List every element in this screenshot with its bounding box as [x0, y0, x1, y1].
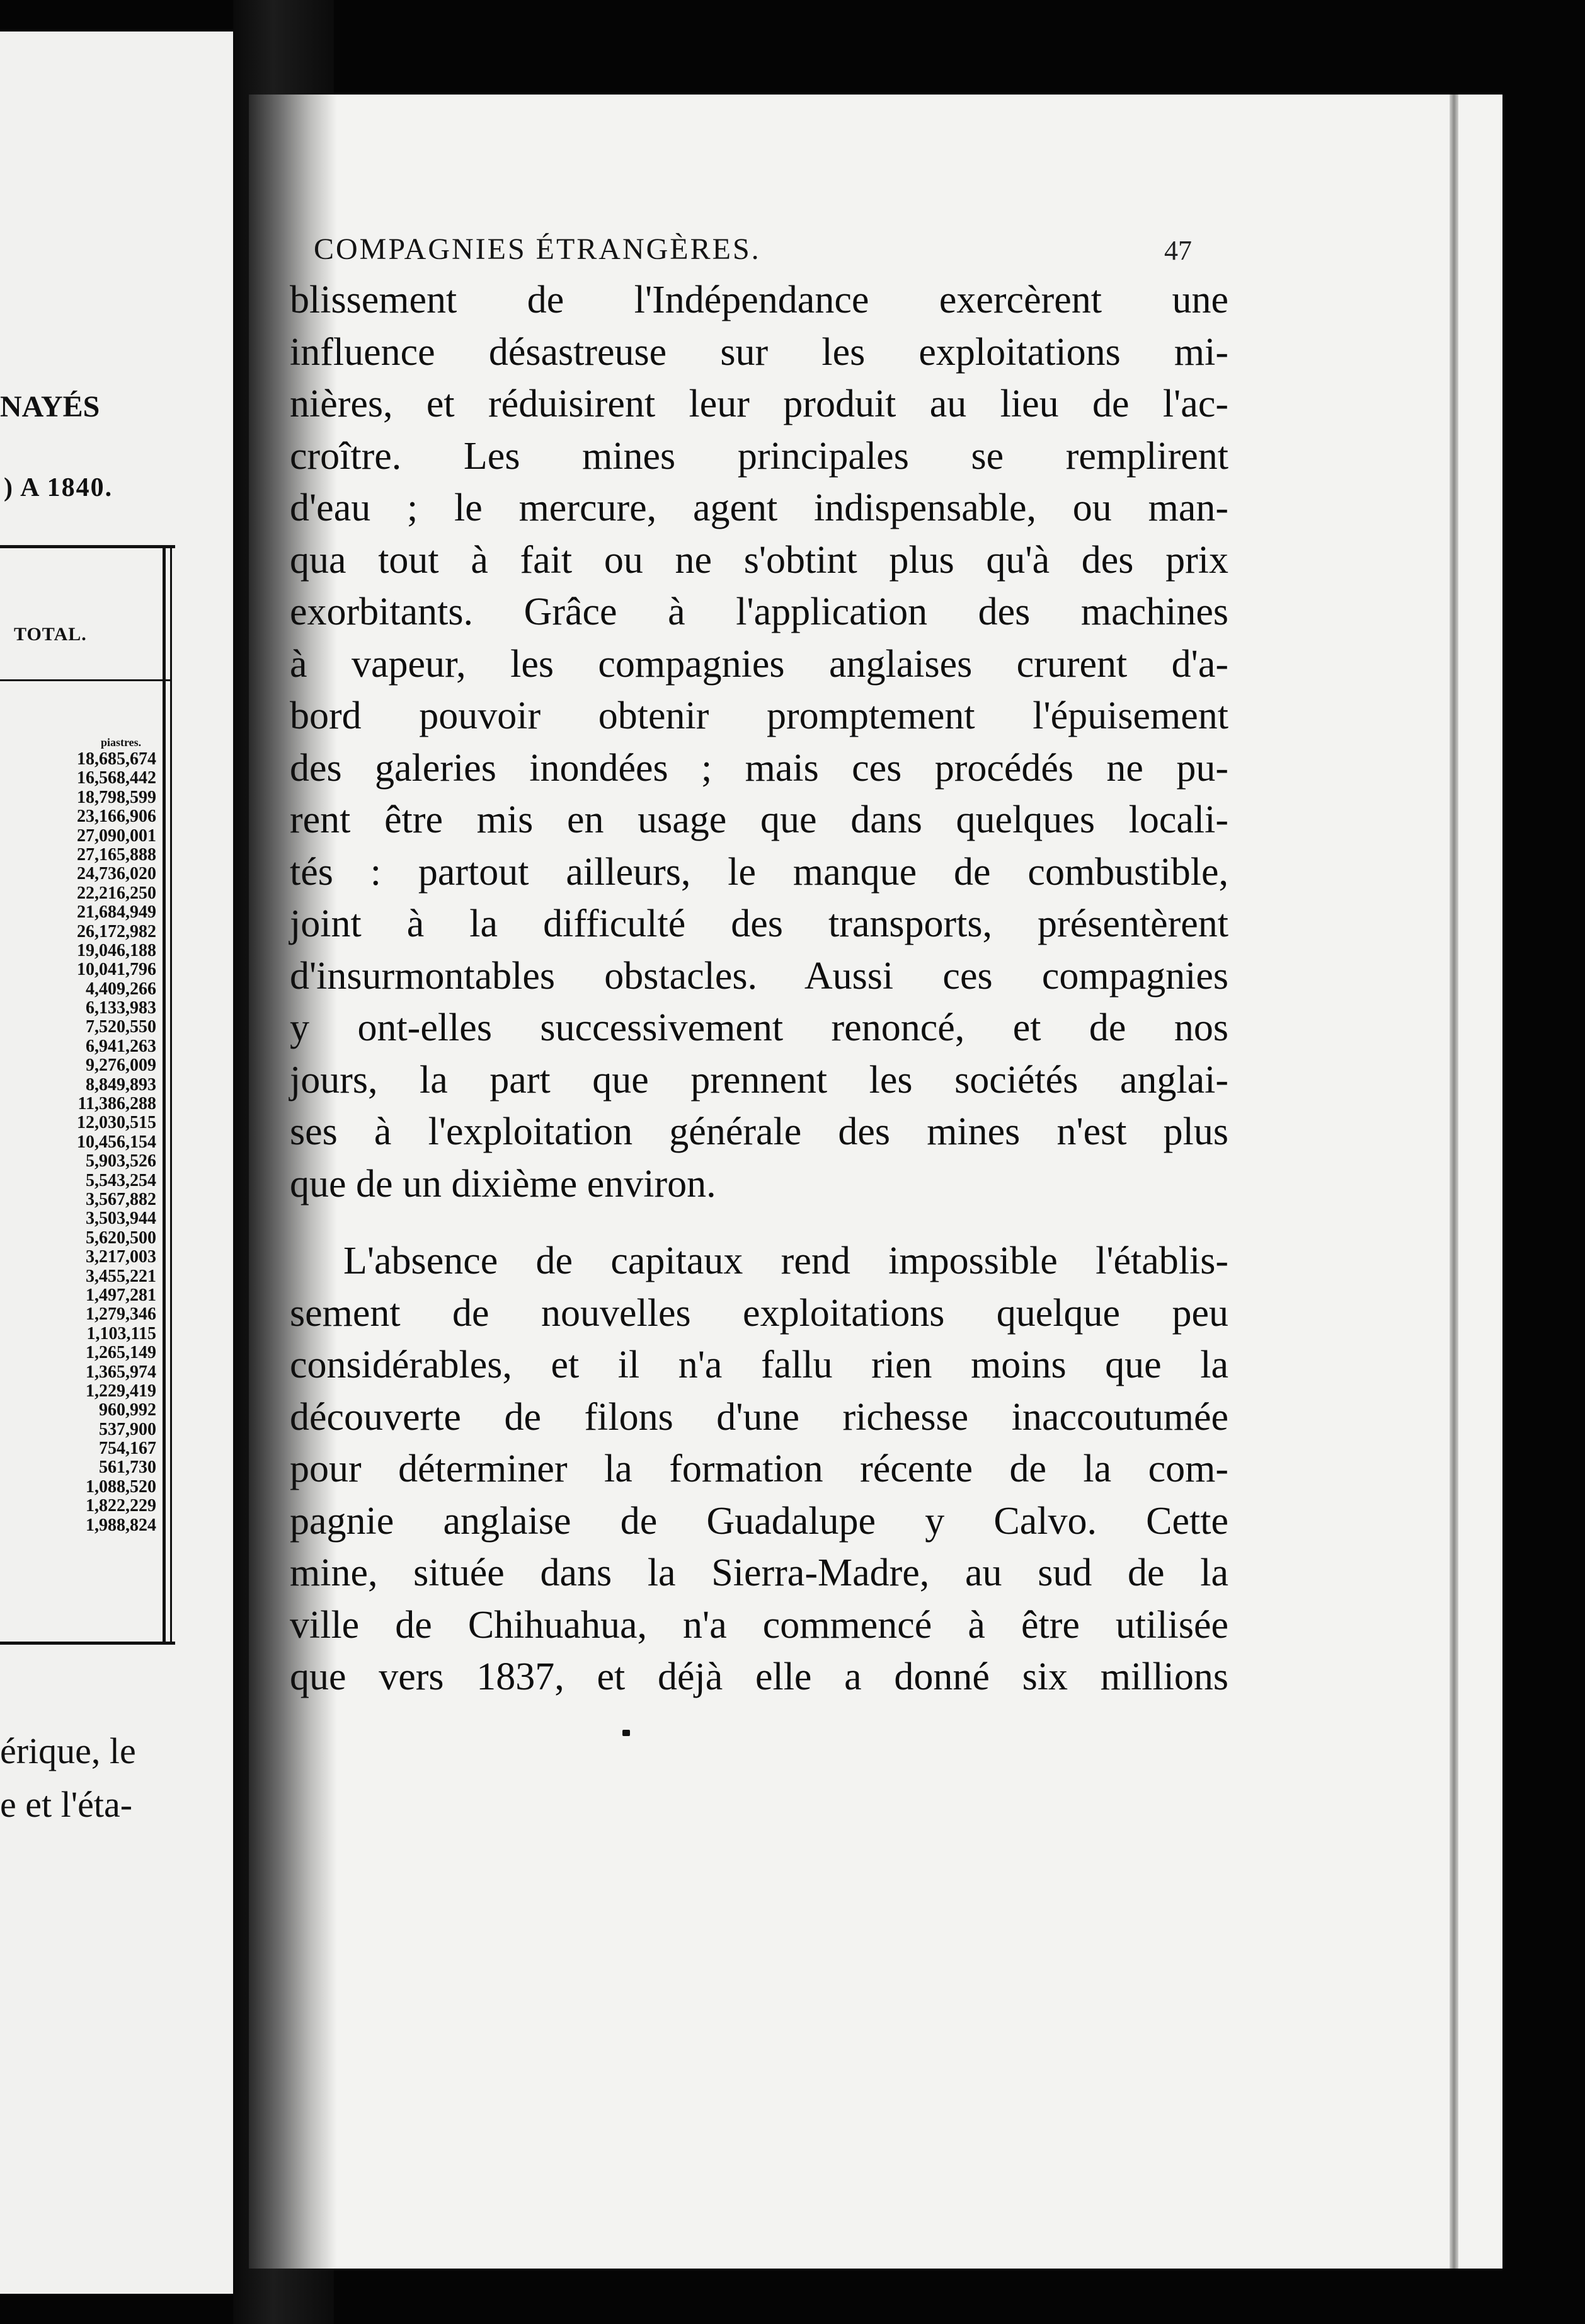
- table-header-rule: [0, 679, 170, 681]
- text-line: découverte de filons d'une richesse inaccoutumée: [290, 1395, 1228, 1439]
- left-page-subheading: ) A 1840.: [4, 473, 113, 502]
- text-line: L'absence de capitaux rend impossible l'établis-: [343, 1240, 1228, 1282]
- text-line: considérables, et il n'a fallu rien moins que la: [290, 1343, 1228, 1386]
- text-line: bord pouvoir obtenir promptement l'épuisement: [290, 694, 1228, 737]
- total-value: 10,456,154: [77, 1132, 156, 1152]
- total-value: 12,030,515: [77, 1113, 156, 1133]
- total-value: 754,167: [99, 1439, 156, 1459]
- total-value: 24,736,020: [77, 864, 156, 884]
- text-line: qua tout à fait ou ne s'obtint plus qu'à des prix: [290, 538, 1228, 582]
- text-line: tés : partout ailleurs, le manque de combustible,: [290, 850, 1228, 894]
- text-line: influence désastreuse sur les exploitations mi-: [290, 330, 1228, 374]
- total-value: 3,217,003: [86, 1247, 156, 1267]
- total-value: 18,685,674: [77, 749, 156, 769]
- total-value: 1,988,824: [86, 1515, 156, 1535]
- text-line: nières, et réduisirent leur produit au lieu de l'ac-: [290, 383, 1228, 425]
- page-edge: [1450, 95, 1458, 2269]
- table-top-rule: [0, 545, 175, 548]
- total-value: 10,041,796: [77, 960, 156, 980]
- table-bottom-rule: [0, 1642, 175, 1645]
- total-value: 18,798,599: [77, 787, 156, 807]
- total-value: 1,497,281: [86, 1285, 156, 1305]
- text-line: rent être mis en usage que dans quelques locali-: [290, 798, 1228, 841]
- totals-column: [0, 750, 156, 1535]
- total-value: 1,822,229: [86, 1496, 156, 1516]
- text-line: y ont-elles successivement renoncé, et de nos: [290, 1006, 1228, 1049]
- left-page-heading: NAYÉS: [0, 390, 100, 423]
- total-value: 5,903,526: [86, 1151, 156, 1171]
- text-line: d'eau ; le mercure, agent indispensable, ou man-: [290, 486, 1228, 529]
- total-value: 6,941,263: [86, 1036, 156, 1056]
- text-line: pagnie anglaise de Guadalupe y Calvo. Cette: [290, 1499, 1228, 1543]
- text-line: que vers 1837, et déjà elle a donné six millions: [290, 1655, 1228, 1698]
- text-line: exorbitants. Grâce à l'application des machines: [290, 590, 1228, 633]
- total-value: 16,568,442: [77, 768, 156, 788]
- total-value: 11,386,288: [77, 1094, 156, 1114]
- total-value: 6,133,983: [86, 998, 156, 1018]
- paragraph: [290, 274, 1228, 1210]
- total-value: 1,365,974: [86, 1362, 156, 1382]
- running-head-title: COMPAGNIES ÉTRANGÈRES.: [314, 233, 761, 266]
- text-line: pour déterminer la formation récente de la com-: [290, 1447, 1228, 1490]
- text-line: mine, située dans la Sierra-Madre, au sud de la: [290, 1551, 1228, 1594]
- total-value: 27,165,888: [77, 844, 156, 865]
- total-value: 1,265,149: [86, 1343, 156, 1363]
- total-value: 1,103,115: [86, 1323, 156, 1343]
- text-line: sement de nouvelles exploitations quelque peu: [290, 1291, 1228, 1335]
- left-page-text-line: e et l'éta-: [0, 1784, 133, 1825]
- text-line: jours, la part que prennent les sociétés anglai-: [290, 1058, 1228, 1102]
- text-line: blissement de l'Indépendance exercèrent une: [290, 279, 1228, 321]
- table-right-border-inner: [170, 545, 172, 1642]
- text-line: des galeries inondées ; mais ces procédés ne pu-: [290, 746, 1228, 790]
- total-value: 26,172,982: [77, 921, 156, 941]
- text-line: d'insurmontables obstacles. Aussi ces compagnies: [290, 954, 1228, 998]
- unit-label: piastres.: [101, 736, 142, 749]
- total-value: 9,276,009: [86, 1056, 156, 1076]
- total-value: 537,900: [99, 1419, 156, 1439]
- text-line: que de un dixième environ.: [290, 1162, 716, 1205]
- total-value: 1,088,520: [86, 1476, 156, 1497]
- table-right-border: [163, 545, 166, 1642]
- text-line: croître. Les mines principales se remplirent: [290, 434, 1228, 478]
- running-head: [314, 232, 1196, 270]
- print-mark: [622, 1730, 630, 1736]
- total-value: 960,992: [99, 1400, 156, 1420]
- text-line: ses à l'exploitation générale des mines n'est plus: [290, 1110, 1228, 1153]
- total-value: 21,684,949: [77, 902, 156, 923]
- total-value: 7,520,550: [86, 1017, 156, 1037]
- text-line: à vapeur, les compagnies anglaises crurent d'a-: [290, 642, 1228, 686]
- total-value: 4,409,266: [86, 979, 156, 999]
- total-value: 5,543,254: [86, 1170, 156, 1190]
- total-value: 3,567,882: [86, 1189, 156, 1209]
- paragraph: [290, 1235, 1228, 1703]
- page-number: 47: [1164, 235, 1192, 266]
- total-value: 3,503,944: [86, 1209, 156, 1229]
- text-line: joint à la difficulté des transports, présentèrent: [290, 902, 1228, 945]
- total-column-header: TOTAL.: [14, 624, 87, 645]
- total-value: 8,849,893: [86, 1074, 156, 1095]
- total-value: 19,046,188: [77, 940, 156, 960]
- total-value: 23,166,906: [77, 807, 156, 827]
- left-page-text-line: érique, le: [0, 1730, 136, 1771]
- total-value: 5,620,500: [86, 1228, 156, 1248]
- total-value: 1,229,419: [86, 1381, 156, 1401]
- body-text: [290, 274, 1228, 1703]
- total-value: 27,090,001: [77, 825, 156, 846]
- total-value: 1,279,346: [86, 1304, 156, 1325]
- previous-page-fragment: [0, 32, 233, 2294]
- total-value: 3,455,221: [86, 1266, 156, 1286]
- total-value: 22,216,250: [77, 883, 156, 903]
- total-value: 561,730: [99, 1458, 156, 1478]
- text-line: ville de Chihuahua, n'a commencé à être utilisée: [290, 1603, 1228, 1647]
